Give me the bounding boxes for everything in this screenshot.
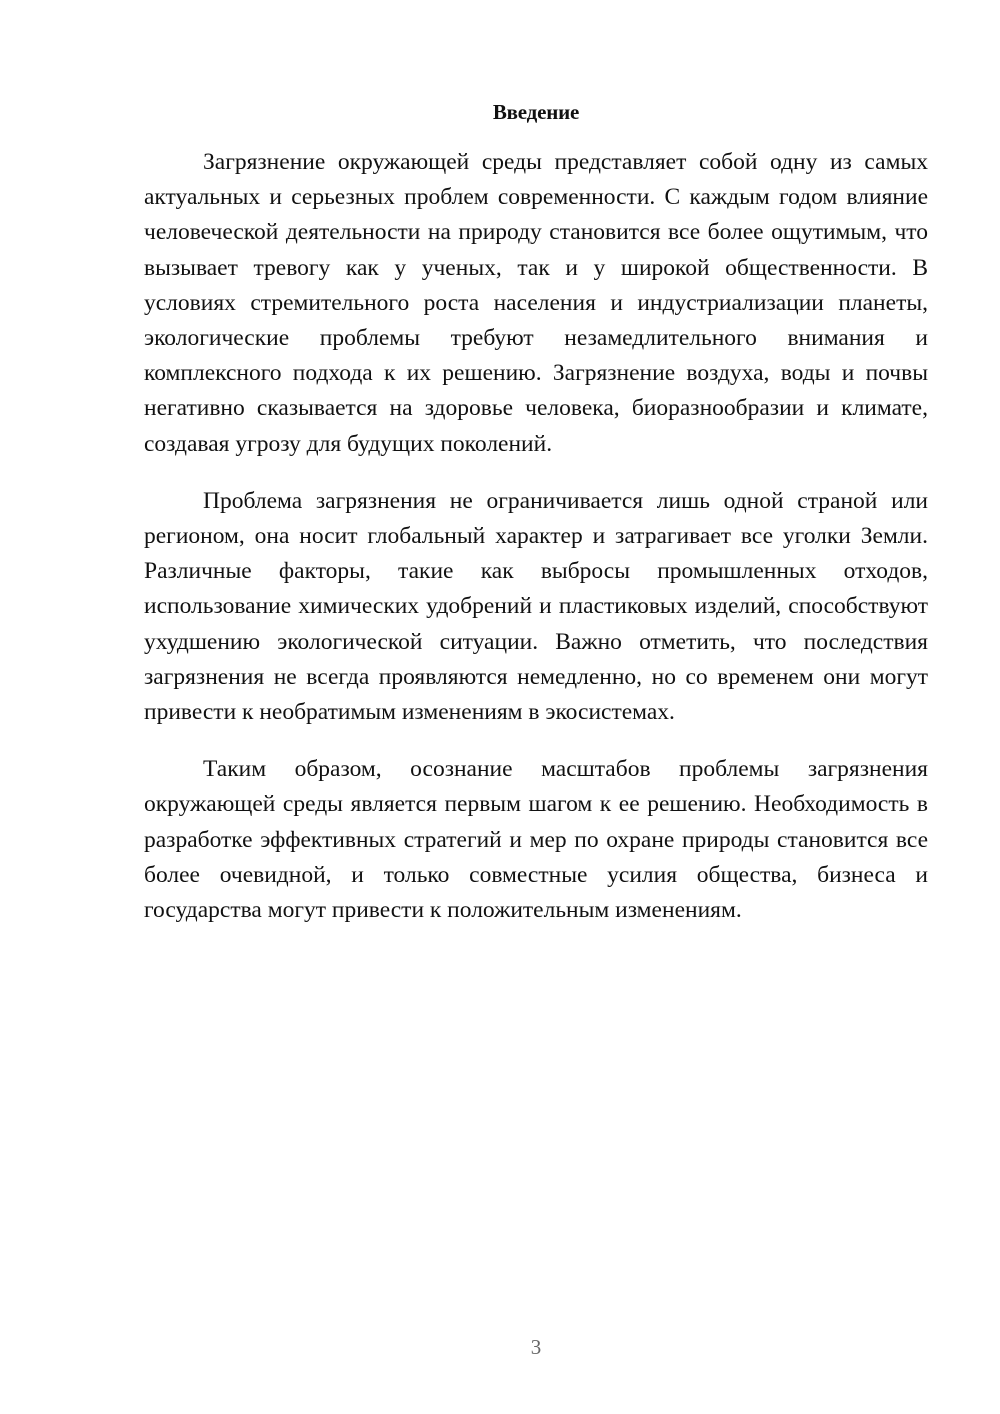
page-number: 3 — [530, 1335, 542, 1359]
paragraph-2: Проблема загрязнения не ограничивается лишь одной страной или регионом, она носит глобальный характер и затрагивает все уголки Земли. Различные факторы, такие как выбросы промышленных отходов, использование химических удобрений и пластиковых изделий, способствуют ухудшению экологической ситуации. Важно отметить, что последствия загрязнения не всегда проявляются немедленно, но со временем они могут привести к необратимым изменениям в экосистемах. — [144, 487, 928, 726]
paragraph-3: Таким образом, осознание масштабов проблемы загрязнения окружающей среды является первым шагом к ее решению. Необходимость в разработке эффективных стратегий и мер по охране природы становится все более очевидной, и только совместные усилия общества, бизнеса и государства могут привести к положительным изменениям. — [144, 756, 928, 924]
section-heading: Введение — [492, 100, 580, 124]
paragraph-1: Загрязнение окружающей среды представляет собой одну из самых актуальных и серьезных проблем современности. С каждым годом влияние человеческой деятельности на природу становится все более ощутимым, что вызывает тревогу как у ученых, так и у широкой общественности. В условиях стремительного роста населения и индустриализации планеты, экологические проблемы требуют незамедлительного внимания и комплексного подхода к их решению. Загрязнение воздуха, воды и почвы негативно сказывается на здоровье человека, биоразнообразии и климате, создавая угрозу для будущих поколений. — [144, 149, 928, 457]
body-text — [144, 145, 928, 950]
